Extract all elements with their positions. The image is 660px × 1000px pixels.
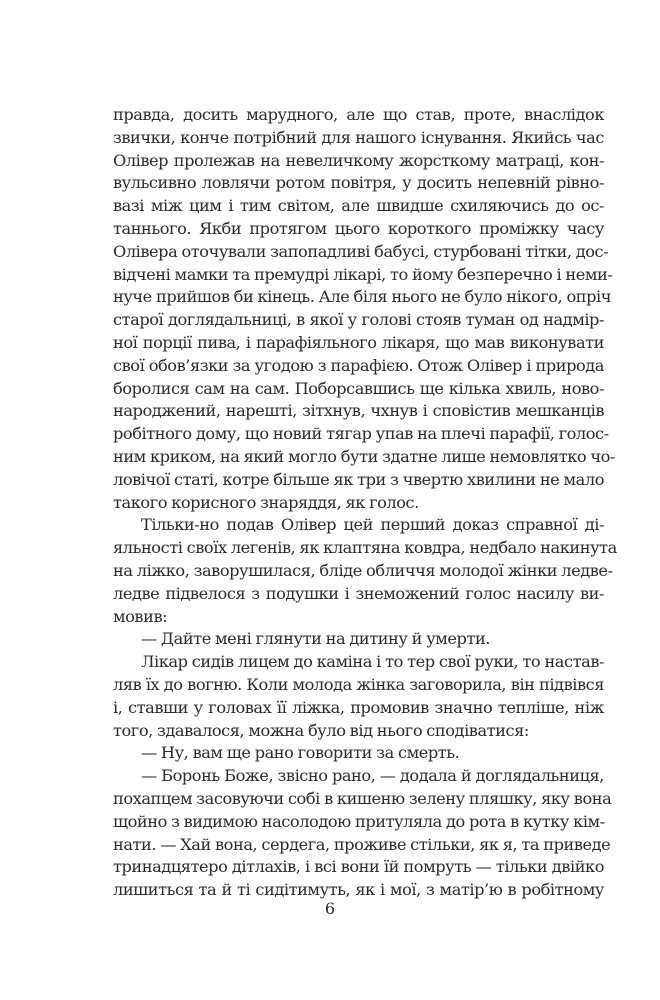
text-line: народжений, нарешті, зітхнув, чхнув і сповістив мешканців <box>113 401 604 421</box>
text-line: — Боронь Боже, звісно рано, — додала й доглядальниця, <box>141 766 604 786</box>
text-line: нати. — Хай вона, сердега, проживе стільки, як я, та приведе <box>113 834 611 854</box>
text-line: яльності своїх легенів, як клаптяна ковдра, недбало накинута <box>113 538 617 558</box>
text-line: звички, конче потрібний для нашого існування. Якийсь час <box>113 127 604 147</box>
text-line: мовив: <box>113 606 168 626</box>
text-line: того, здавалося, можна було від нього сподіватися: <box>113 720 529 740</box>
text-line: ловічої статі, котре більше як три з чвертю хвилини не мало <box>113 469 604 489</box>
text-line: на ліжко, заворушилася, бліде обличчя молодої жінки ледве- <box>113 560 613 580</box>
text-line: вазі між цим і тим світом, але швидше схиляючись до ос- <box>113 196 604 216</box>
paragraph <box>113 651 604 742</box>
dialogue-paragraph <box>113 742 604 765</box>
body-text <box>113 104 617 902</box>
text-line: такого корисного знаряддя, як голос. <box>113 492 419 512</box>
text-line: робітного дому, що новий тягар упав на плечі парафії, голос- <box>113 424 609 444</box>
text-line: лишиться та й ті сидітимуть, як і мої, з матір’ю в робітному <box>113 880 604 900</box>
text-line: вульсивно ловлячи ротом повітря, у досить непевній рівно- <box>113 173 604 193</box>
text-line: старої доглядальниці, в якої у голові стояв туман од надмір- <box>113 310 604 330</box>
page-number: 6 <box>324 899 336 918</box>
text-line: — Дайте мені глянути на дитину й умерти. <box>141 629 491 649</box>
paragraph <box>113 104 615 514</box>
text-line: свої обов’язки за угодою з парафією. Отож Олівер і природа <box>113 355 604 375</box>
text-line: тринадцятеро дітлахів, і всі вони їй помруть — тільки двійко <box>113 857 604 877</box>
text-line: відчені мамки та премудрі лікарі, то йому безперечно і неми- <box>113 264 613 284</box>
text-line: щойно з видимою насолодою притуляла до рота в кутку кім- <box>113 811 605 831</box>
dialogue-paragraph <box>113 765 612 902</box>
text-line: ляв їх до вогню. Коли молода жінка заговорила, він підвівся <box>113 674 604 694</box>
text-line: похапцем засовуючи собі в кишеню зелену пляшку, яку вона <box>113 788 612 808</box>
text-line: і, ставши у головах її ліжка, промовив значно тепліше, ніж <box>113 697 604 717</box>
text-line: ної порції пива, і парафіяльного лікаря, що мав виконувати <box>113 332 604 352</box>
text-line: нуче прийшов би кінець. Але біля нього не було нікого, опріч <box>113 287 612 307</box>
text-line: ним криком, на який могло бути здатне лише немовлятко чо- <box>113 446 615 466</box>
text-line: Олівера оточували запопадливі бабусі, стурбовані тітки, дос- <box>113 241 609 261</box>
text-line: Олівер пролежав на невеличкому жорсткому матраці, кон- <box>113 150 604 170</box>
text-line: ледве підвелося з подушки і знеможений голос насилу ви- <box>113 583 604 603</box>
text-line: таннього. Якби протягом цього короткого проміжку часу <box>113 218 604 238</box>
text-line: правда, досить марудного, але що став, проте, внаслідок <box>113 105 604 124</box>
text-line: боролися сам на сам. Поборсавшись ще кілька хвиль, ново- <box>113 378 604 398</box>
text-line: Тільки-но подав Олівер цей перший доказ справної ді- <box>141 515 604 535</box>
text-line: — Ну, вам ще рано говорити за смерть. <box>141 743 460 763</box>
paragraph <box>113 514 617 628</box>
dialogue-paragraph <box>113 628 604 651</box>
text-line: Лікар сидів лицем до каміна і то тер свої руки, то настав- <box>141 652 604 672</box>
